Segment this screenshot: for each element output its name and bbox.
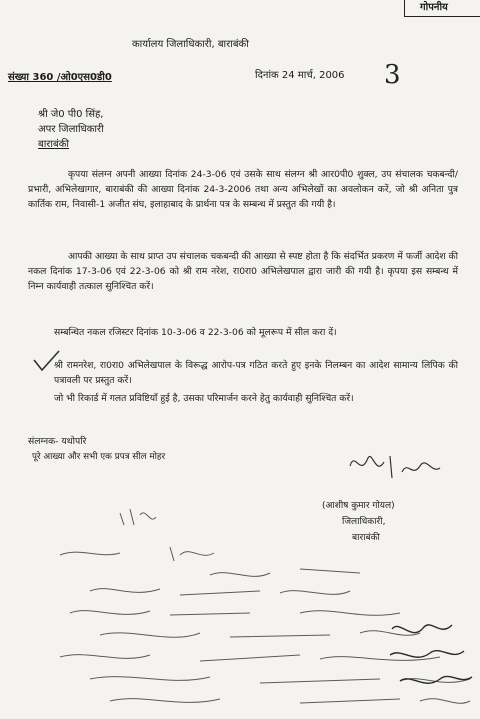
handwritten-tick xyxy=(32,348,62,378)
office-heading: कार्यालय जिलाधिकारी, बाराबंकी xyxy=(132,39,249,50)
confidential-label: गोपनीय xyxy=(420,2,448,13)
action-item-2: श्री रामनरेश, रा0रा0 अभिलेखपाल के विरूद्ध आरोप-पत्र गठित करते हुए इनके निलम्बन का आदेश सामान्य लिपिक की पत्रावली पर प्रस्तुत करें। xyxy=(54,360,458,386)
enclosure-label: संलग्नक- यथोपरि xyxy=(28,436,87,447)
signature-scrawl xyxy=(340,448,450,488)
addressee-designation: अपर जिलाधिकारी xyxy=(38,124,104,135)
reference-number: संख्या 360 /ओ0एस0डी0 xyxy=(8,72,112,83)
faded-handwritten-notes xyxy=(0,495,480,719)
letter-date: दिनांक 24 मार्च, 2006 xyxy=(255,70,345,81)
paragraph-1: कृपया संलग्न अपनी आख्या दिनांक 24-3-06 एवं उसके साथ संलग्न श्री आर0पी0 शुक्ल, उप संचालक चकबन्दी/प्रभारी, अभिलेखागार, बाराबंकी की आख्या दिनांक 24-3-2006 तथा अन्य अभिलेखों का अवलोकन करें, जो श्री अनिता पुत्र कार्तिक राम, निवासी-1 अजीत संघ, इलाहाबाद के प्रार्थना पत्र के सम्बन्ध में प्रस्तुत की गयी है। xyxy=(28,169,458,210)
signatory-name: (आशीष कुमार गोयल) xyxy=(322,501,395,511)
addressee-place: बाराबंकी xyxy=(38,139,69,150)
action-item-1: सम्बन्धित नकल रजिस्टर दिनांक 10-3-06 व 22-3-06 को मूलरूप में सील करा दें। xyxy=(54,327,337,338)
enclosure-note: पूरे आख्या और सभी एक प्रपत्र सील मोहर xyxy=(32,452,166,462)
signatory-place: बाराबंकी xyxy=(352,533,380,543)
addressee-name: श्री जे0 पी0 सिंह, xyxy=(38,109,104,120)
handwritten-mark: 3 xyxy=(384,60,401,90)
action-item-3: जो भी रिकार्ड में गलत प्रविष्टियाँ हुई है, उसका परिमार्जन करने हेतु कार्यवाही सुनिश्चित करें। xyxy=(54,393,354,404)
signatory-designation: जिलाधिकारी, xyxy=(342,517,386,527)
paragraph-2: आपकी आख्या के साथ प्राप्त उप संचालक चकबन्दी की आख्या से स्पष्ट होता है कि संदर्भित प्रकरण में फर्जी आदेश की नकल दिनांक 17-3-06 एवं 22-3-06 को श्री राम नरेश, रा0रा0 अभिलेखपाल द्वारा जारी की गयी है। कृपया इस सम्बन्ध में निम्न कार्यवाही तत्काल सुनिश्चित करें। xyxy=(28,251,458,292)
